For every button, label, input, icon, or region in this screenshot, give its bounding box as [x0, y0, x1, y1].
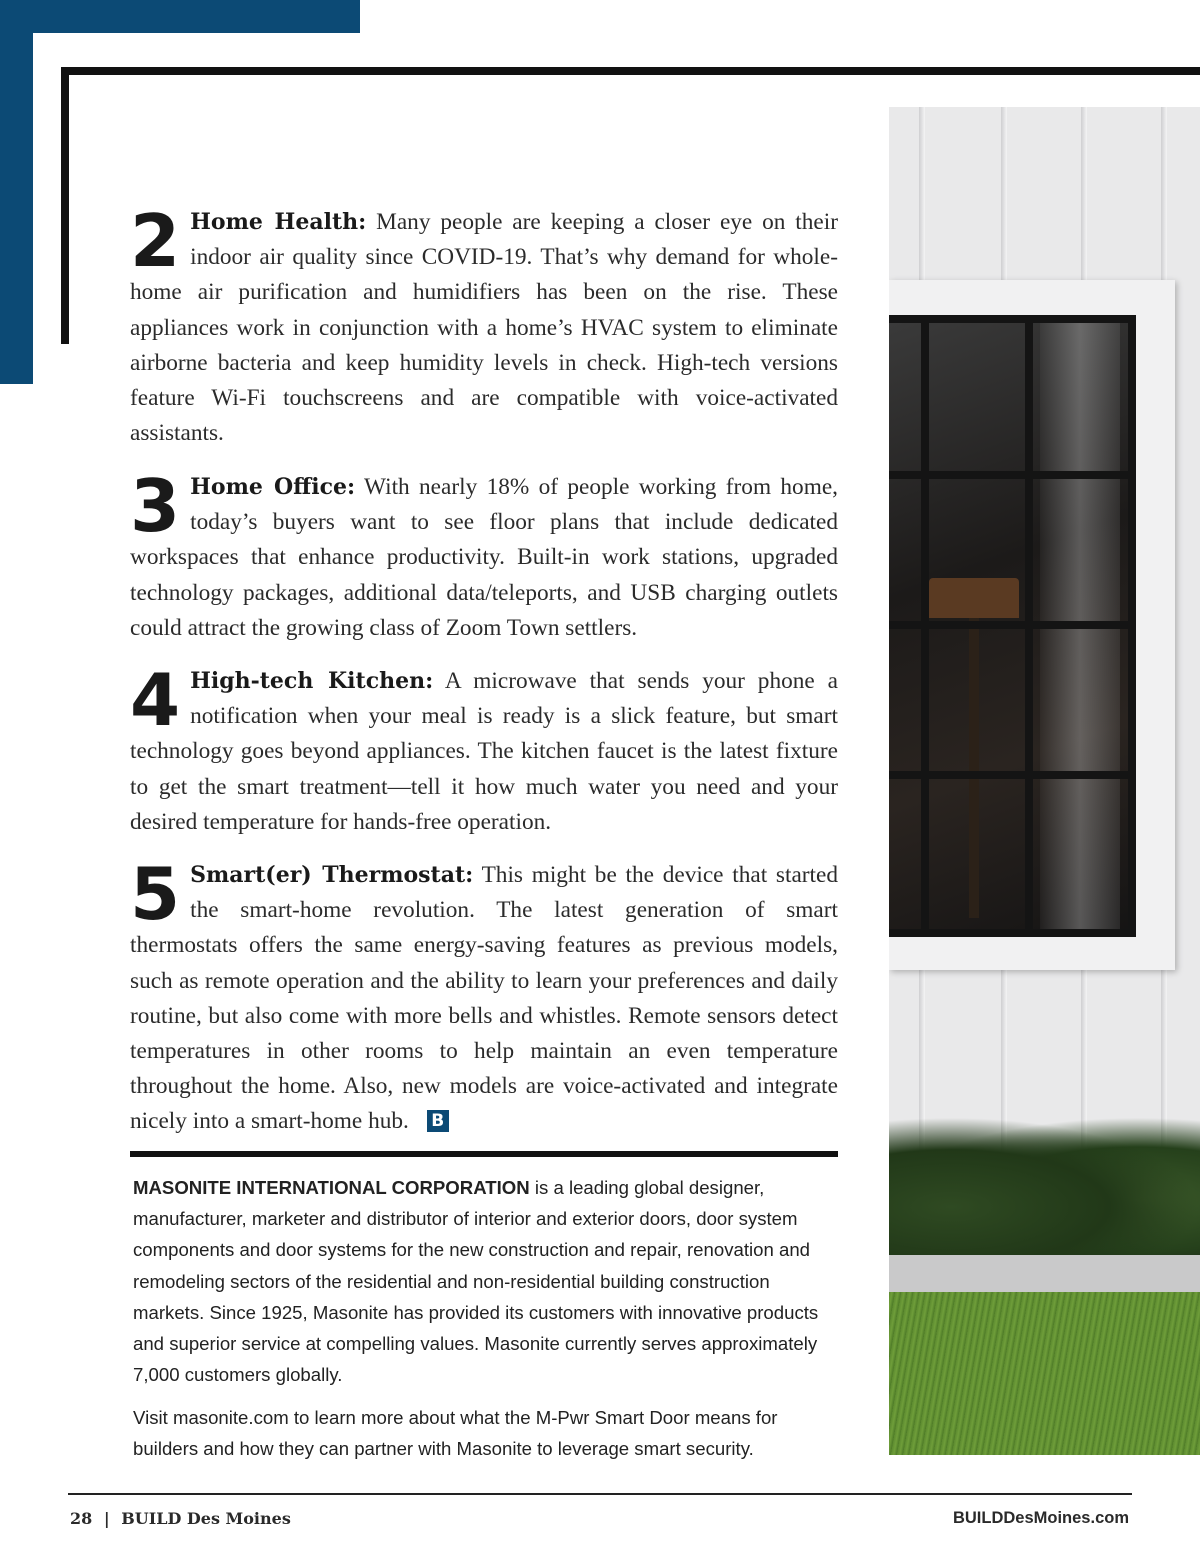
- footer-rule: [68, 1493, 1132, 1495]
- house-window-photo: [889, 107, 1200, 1455]
- company-bio: [133, 1172, 833, 1390]
- lamp-shade: [929, 578, 1019, 618]
- list-item-smart-thermostat: [130, 852, 838, 1140]
- footer-folio: [70, 1509, 291, 1528]
- item-heading: Home Office:: [190, 474, 356, 500]
- window-mullion: [889, 771, 1128, 779]
- visit-note: Visit masonite.com to learn more about what the M-Pwr Smart Door means for builders and how they can partner with Masonite to leverage smart security.: [133, 1407, 778, 1460]
- shrubs: [889, 1117, 1200, 1267]
- item-number: 4: [130, 658, 179, 742]
- accent-bar-top: [0, 0, 360, 33]
- section-divider: [130, 1151, 838, 1157]
- end-mark-icon: B: [427, 1110, 449, 1132]
- window: [889, 315, 1136, 937]
- accent-bar-left: [0, 0, 33, 384]
- footer-separator: |: [103, 1509, 110, 1528]
- lawn: [889, 1292, 1200, 1455]
- publication-name: BUILD Des Moines: [121, 1509, 291, 1528]
- list-item-home-health: [130, 199, 838, 451]
- company-name: MASONITE INTERNATIONAL CORPORATION: [133, 1177, 530, 1198]
- item-text: With nearly 18% of people working from home, today’s buyers want to see floor plans that include dedicated workspaces that enhance productivity. Built-in work stations, upgraded technology packages, additional data/teleports, and USB charging outlets could attract the growing class of Zoom Town settlers.: [130, 474, 838, 641]
- window-mullion: [889, 621, 1128, 629]
- item-number: 3: [130, 464, 179, 548]
- page-number: 28: [70, 1509, 93, 1528]
- lamp-post: [969, 618, 979, 918]
- item-number: 2: [130, 199, 179, 283]
- list-item-high-tech-kitchen: [130, 658, 838, 840]
- item-text: A microwave that sends your phone a notification when your meal is ready is a slick feature, but smart technology goes beyond appliances. The kitchen faucet is the latest fixture to get the smart treatment—tell it how much water you need and your desired temperature for hands-free operation.: [130, 668, 838, 835]
- item-heading: Home Health:: [190, 209, 367, 235]
- list-item-home-office: [130, 464, 838, 646]
- frame-rule-top: [61, 67, 1200, 75]
- footer-website[interactable]: BUILDDesMoines.com: [952, 1509, 1129, 1527]
- item-heading: High-tech Kitchen:: [190, 668, 434, 694]
- frame-rule-left: [61, 67, 69, 344]
- company-description: is a leading global designer, manufacturer, marketer and distributor of interior and exterior doors, door system components and door systems for the new construction and repair, renovation and remodeling sectors of the residential and non-residential building construction markets. Since 1925, Masonite has provided its customers with innovative products and superior service at compelling values. Masonite currently serves approximately 7,000 customers globally.: [133, 1177, 819, 1386]
- item-heading: Smart(er) Thermostat:: [190, 862, 474, 888]
- item-number: 5: [130, 852, 179, 936]
- window-mullion: [889, 471, 1128, 479]
- item-text: Many people are keeping a closer eye on their indoor air quality since COVID-19. That’s why demand for whole-home air purification and humidifiers has been on the rise. These appliances work in conjunction with a home’s HVAC system to eliminate airborne bacteria and keep humidity levels in check. High-tech versions feature Wi-Fi touchscreens and are compatible with voice-activated assistants.: [130, 209, 838, 447]
- curb: [889, 1255, 1200, 1295]
- item-text: This might be the device that started the smart-home revolution. The latest generation of smart thermostats offers the same energy-saving features as previous models, such as remote operation and the ability to learn your preferences and daily routine, but also come with more bells and whistles. Remote sensors detect temperatures in other rooms to help maintain an even temperature throughout the home. Also, new models are voice-activated and integrate nicely into a smart-home hub.: [130, 862, 838, 1135]
